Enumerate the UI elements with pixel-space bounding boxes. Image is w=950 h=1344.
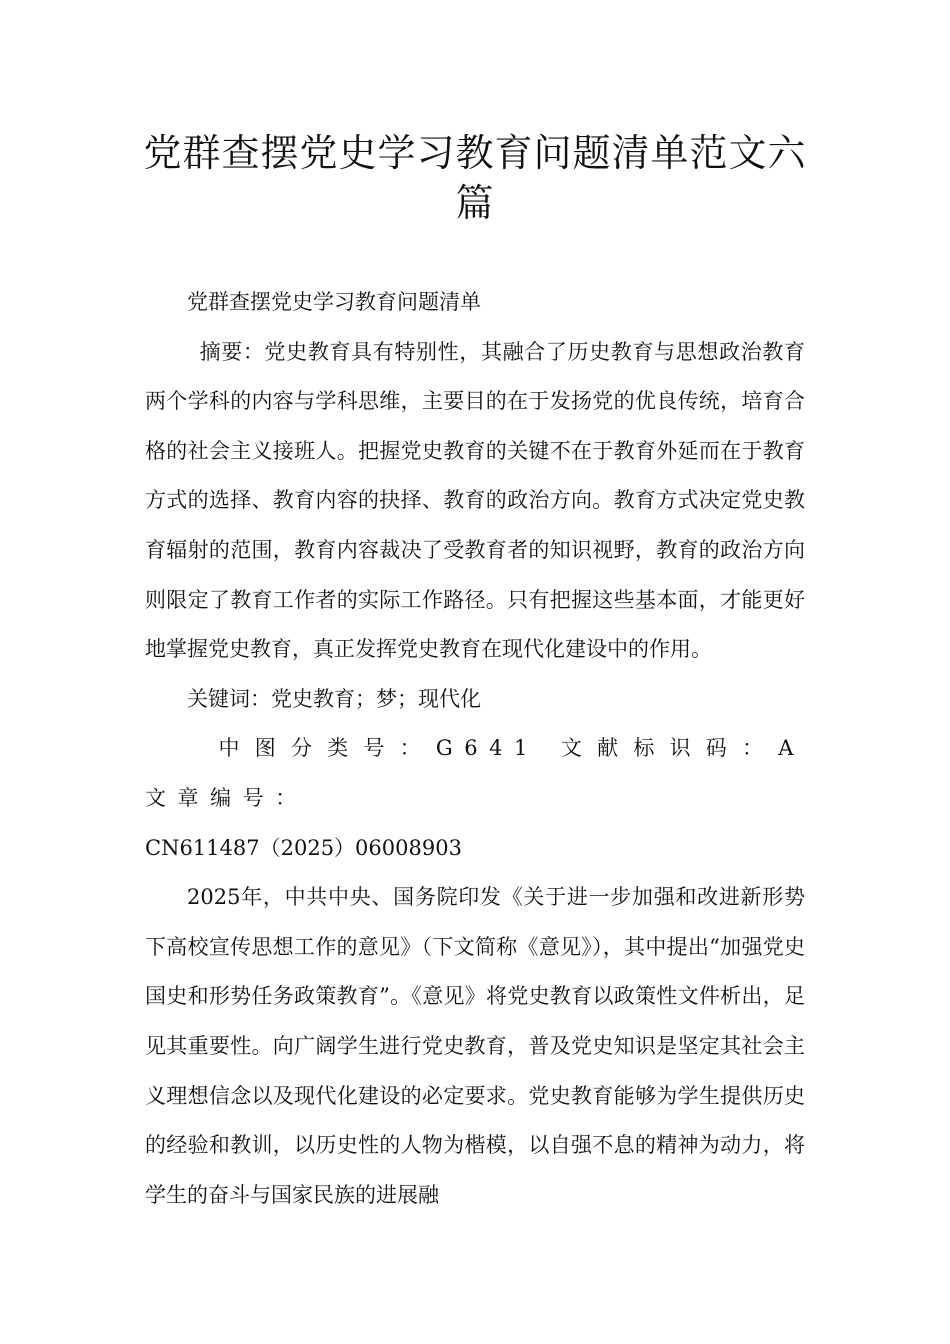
body-paragraph: 2025年，中共中央、国务院印发《关于进一步加强和改进新形势下高校宣传思想工作的意见》（下文简称《意见》），其中提出“加强党史国史和形势任务政策教育”。《意见》将党史教育以政策性文件析出，足见其重要性。向广阔学生进行党史教育，普及党史知识是坚定其社会主义理想信念以及现代化建设的必定要求。党史教育能够为学生提供历史的经验和教训，以历史性的人物为楷模，以自强不息的精神为动力，将学生的奋斗与国家民族的进展融 <box>145 885 805 1207</box>
section-heading: 党群查摆党史学习教育问题清单 <box>187 290 481 314</box>
classification-text: 中图分类号：G641 文献标识码：A 文章编号： <box>145 736 805 810</box>
document-body <box>145 278 805 1220</box>
abstract-paragraph: 摘要：党史教育具有特别性，其融合了历史教育与思想政治教育两个学科的内容与学科思维，主要目的在于发扬党的优良传统，培育合格的社会主义接班人。把握党史教育的关键不在于教育外延而在于教育方式的选择、教育内容的抉择、教育的政治方向。教育方式决定党史教育辐射的范围，教育内容裁决了受教育者的知识视野，教育的政治方向则限定了教育工作者的实际工作路径。只有把握这些基本面，才能更好地掌握党史教育，真正发挥党史教育在现代化建设中的作用。 <box>145 339 805 662</box>
document-title: 党群查摆党史学习教育问题清单范文六篇 <box>143 131 807 225</box>
article-code: CN611487（2025）06008903 <box>145 835 462 860</box>
classification-line <box>145 724 805 873</box>
keywords-line: 关键词：党史教育；梦；现代化 <box>187 686 481 711</box>
